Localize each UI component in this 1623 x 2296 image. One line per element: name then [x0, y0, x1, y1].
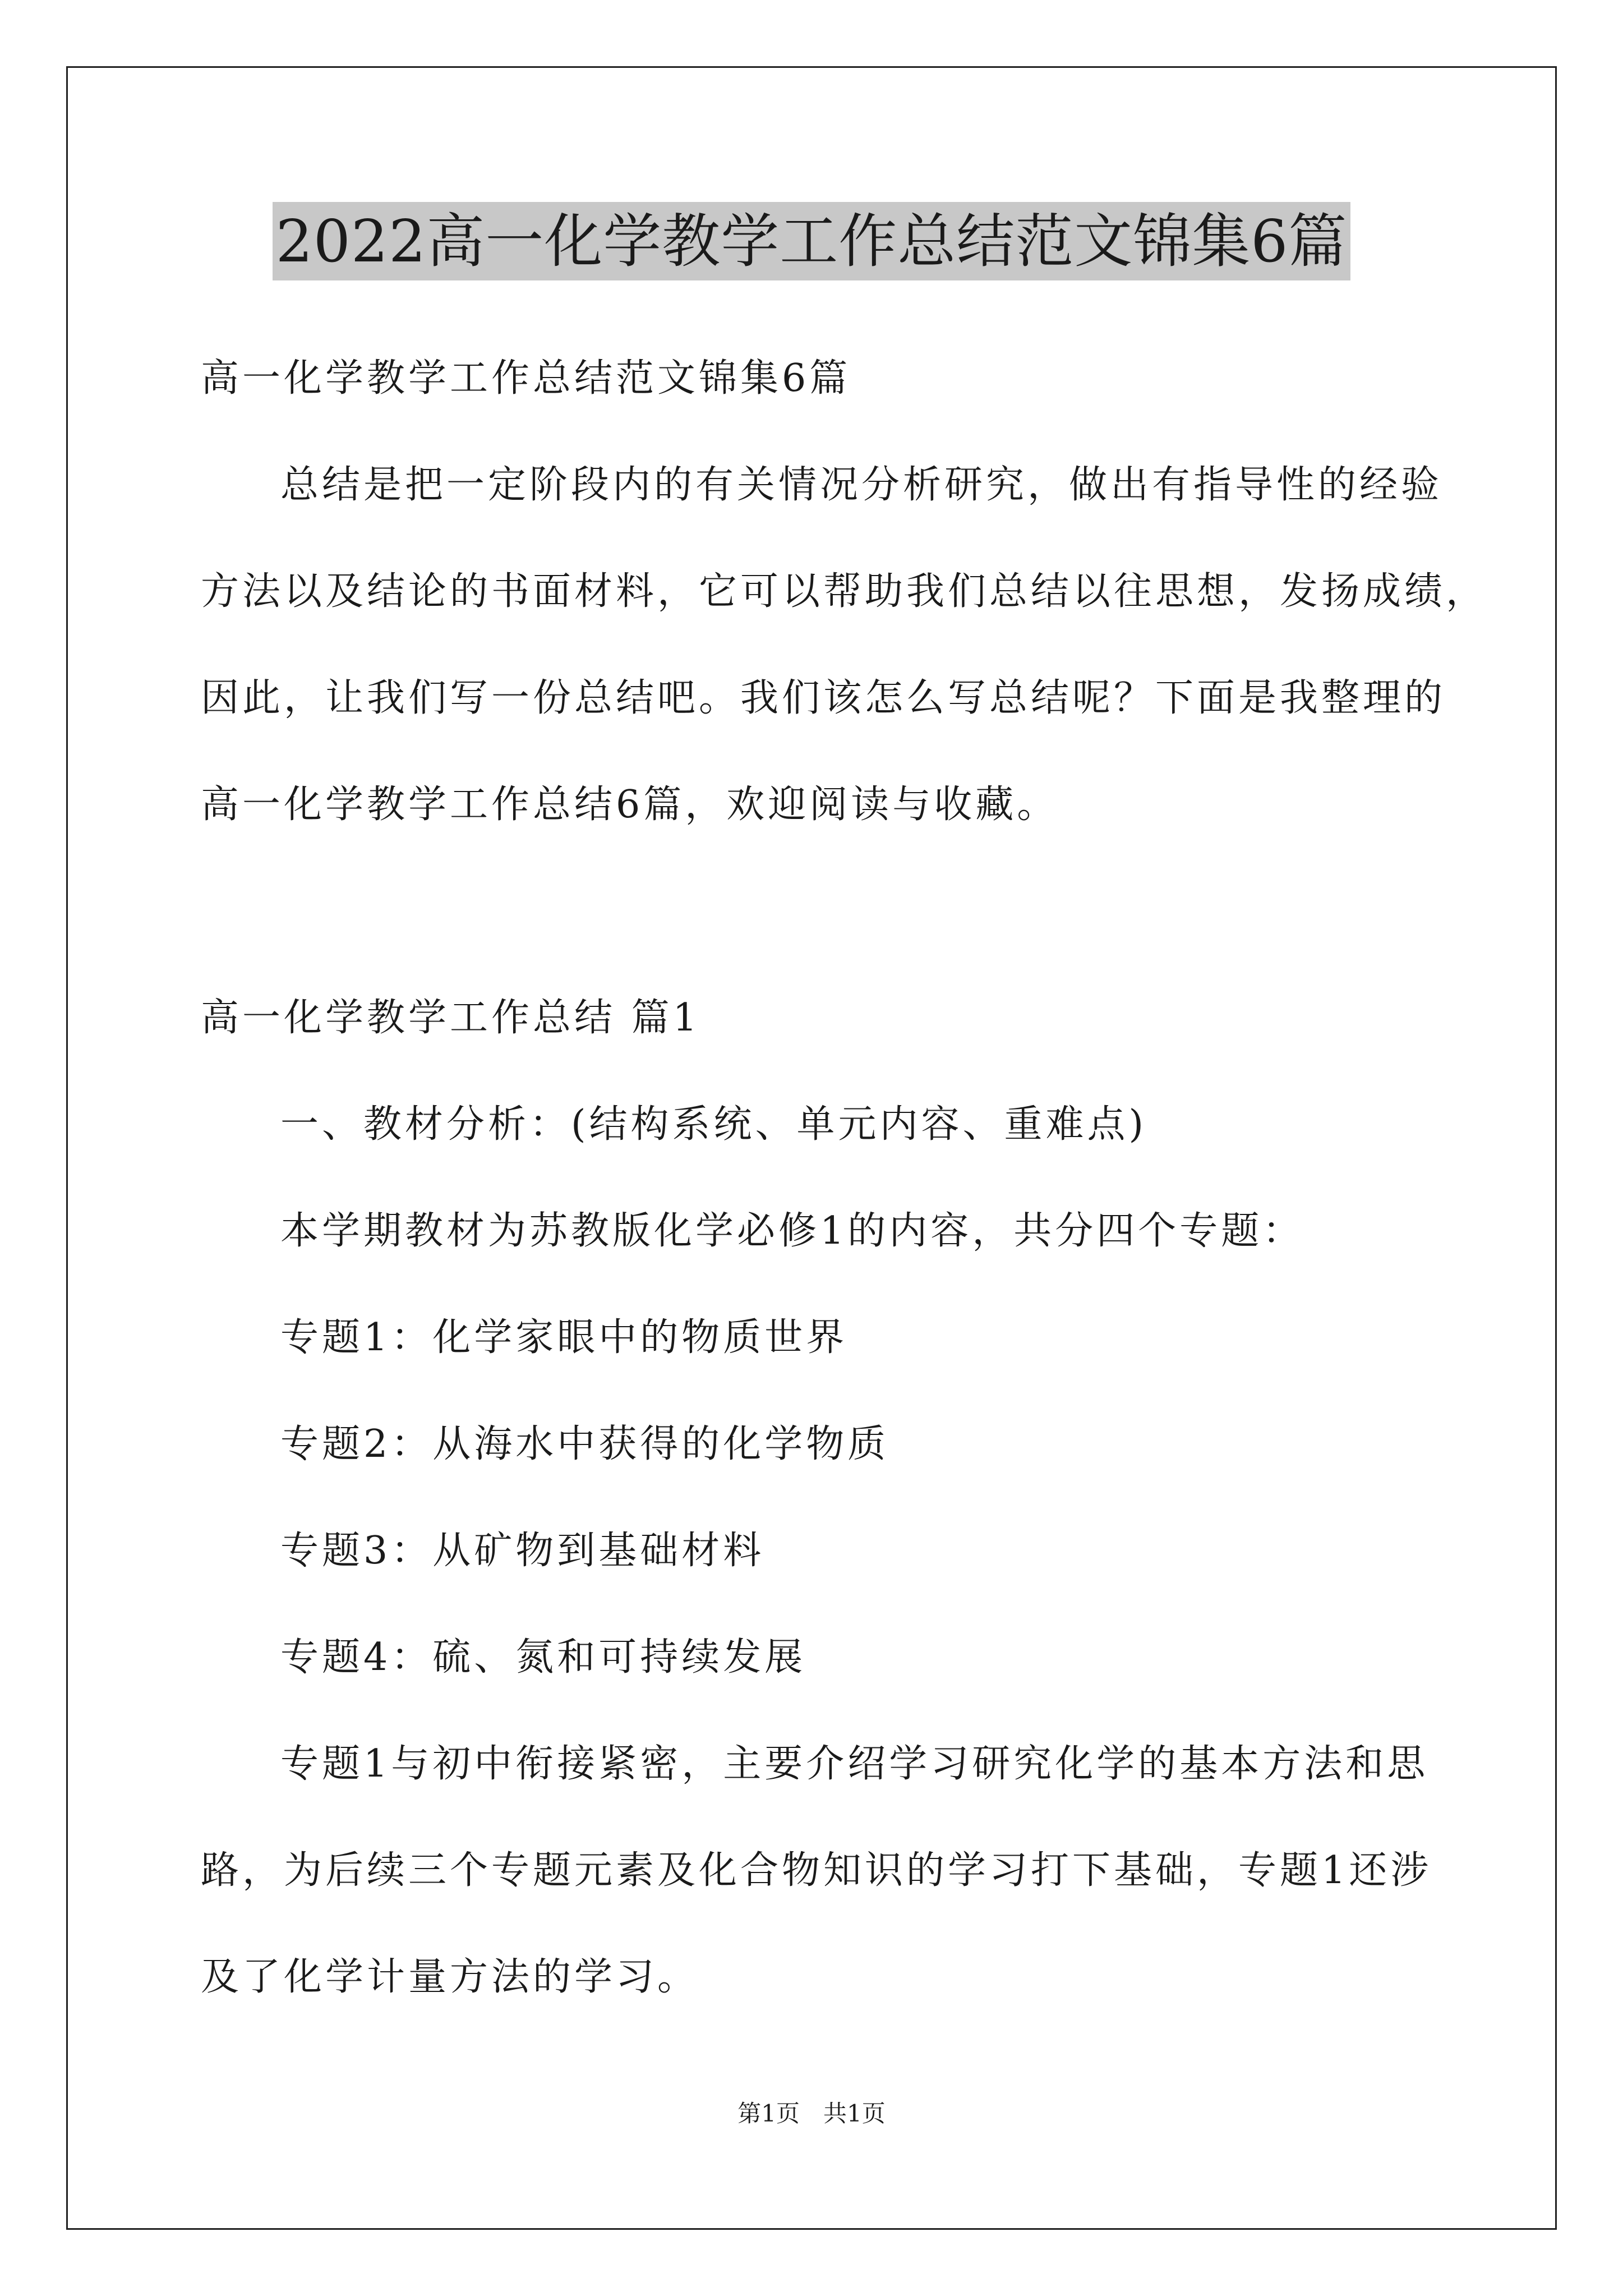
paragraph-line-1: 专题1与初中衔接紧密，主要介绍学习研究化学的基本方法和思 [280, 1742, 1429, 1786]
analysis-heading: 一、教材分析：(结构系统、单元内容、重难点) [280, 1102, 1147, 1147]
title-container [0, 202, 1623, 280]
intro-line-4: 高一化学教学工作总结6篇，欢迎阅读与收藏。 [201, 783, 1059, 827]
topic-2-line: 专题2：从海水中获得的化学物质 [280, 1422, 889, 1466]
topic-3-line: 专题3：从矿物到基础材料 [280, 1529, 765, 1573]
subtitle-line: 高一化学教学工作总结范文锦集6篇 [201, 356, 851, 401]
page-footer: 第1页 共1页 [737, 2100, 886, 2127]
intro-line-2: 方法以及结论的书面材料，它可以帮助我们总结以往思想，发扬成绩， [201, 569, 1488, 614]
textbook-line: 本学期教材为苏教版化学必修1的内容，共分四个专题： [280, 1209, 1304, 1253]
intro-line-3: 因此，让我们写一份总结吧。我们该怎么写总结呢？下面是我整理的 [201, 676, 1446, 720]
intro-line-1: 总结是把一定阶段内的有关情况分析研究，做出有指导性的经验 [280, 463, 1443, 507]
section-heading: 高一化学教学工作总结 篇1 [201, 996, 700, 1040]
topic-1-line: 专题1：化学家眼中的物质世界 [280, 1315, 848, 1360]
paragraph-line-3: 及了化学计量方法的学习。 [201, 1955, 699, 1999]
paragraph-line-2: 路，为后续三个专题元素及化合物知识的学习打下基础，专题1还涉 [201, 1848, 1432, 1893]
topic-4-line: 专题4：硫、氮和可持续发展 [280, 1635, 806, 1680]
document-title: 2022高一化学教学工作总结范文锦集6篇 [273, 202, 1351, 280]
